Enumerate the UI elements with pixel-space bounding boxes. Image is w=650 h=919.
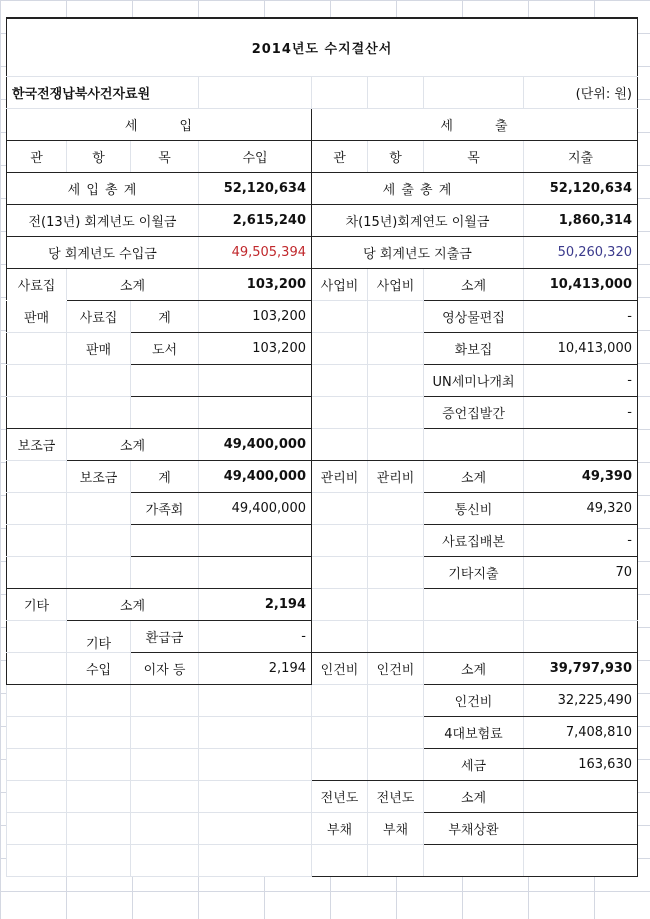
income-g2-subtotal-label: 소계 [67, 428, 199, 460]
expense-g4-hang-1: 전년도 [368, 780, 424, 812]
income-g2-subtotal: 49,400,000 [199, 428, 312, 460]
expense-g1-mok-3: UN세미나개최 [424, 364, 524, 396]
expense-g1-mok-4: 증언집발간 [424, 396, 524, 428]
expense-g2-mok-3: 기타지출 [424, 556, 524, 588]
income-current: 49,505,394 [199, 236, 312, 268]
expense-g2-subtotal: 49,390 [524, 460, 638, 492]
income-carry-label: 전(13년) 회계년도 이월금 [7, 204, 199, 236]
expense-g1-gwan: 사업비 [312, 268, 368, 300]
expense-g2-gwan: 관리비 [312, 460, 368, 492]
expense-g3-amount-2: 7,408,810 [524, 716, 638, 748]
income-col-amount: 수입 [199, 140, 312, 172]
income-g2-mok-1: 계 [131, 460, 199, 492]
income-col-mok: 목 [131, 140, 199, 172]
expense-g3-gwan: 인건비 [312, 652, 368, 684]
expense-total: 52,120,634 [524, 172, 638, 204]
income-g1-mok-2: 도서 [131, 332, 199, 364]
income-g3-subtotal: 2,194 [199, 588, 312, 620]
expense-g2-amount-2: - [524, 524, 638, 556]
expense-g4-gwan-1: 전년도 [312, 780, 368, 812]
expense-g3-amount-3: 163,630 [524, 748, 638, 780]
expense-g1-hang: 사업비 [368, 268, 424, 300]
expense-current-label: 당 회계년도 지출금 [312, 236, 524, 268]
income-col-hang: 항 [67, 140, 131, 172]
income-carry: 2,615,240 [199, 204, 312, 236]
income-g1-hang-1: 사료집 [67, 300, 131, 332]
expense-col-gwan: 관 [312, 140, 368, 172]
income-g1-amount-2: 103,200 [199, 332, 312, 364]
income-g2-hang: 보조금 [67, 460, 131, 492]
income-g2-gwan: 보조금 [7, 428, 67, 460]
expense-g2-mok-1: 통신비 [424, 492, 524, 524]
income-g1-subtotal: 103,200 [199, 268, 312, 300]
unit-label: (단위: 원) [524, 76, 638, 108]
income-g3-mok-1: 환급금 [131, 620, 199, 652]
income-g1-gwan-2: 판매 [7, 300, 67, 332]
expense-g3-mok-2: 4대보험료 [424, 716, 524, 748]
income-g1-amount-1: 103,200 [199, 300, 312, 332]
expense-g4-subtotal-label: 소계 [424, 780, 524, 812]
income-g1-hang-2: 판매 [67, 332, 131, 364]
expense-g1-subtotal-label: 소계 [424, 268, 524, 300]
expense-col-hang: 항 [368, 140, 424, 172]
expense-g3-mok-3: 세금 [424, 748, 524, 780]
income-g3-mok-2: 이자 등 [131, 652, 199, 684]
income-total: 52,120,634 [199, 172, 312, 204]
expense-g3-subtotal-label: 소계 [424, 652, 524, 684]
expense-carry-label: 차(15년)회계연도 이월금 [312, 204, 524, 236]
org-name: 한국전쟁납북사건자료원 [7, 76, 199, 108]
income-g2-mok-2: 가족회 [131, 492, 199, 524]
expense-total-label: 세 출 총 계 [312, 172, 524, 204]
income-g3-hang-1: 기타 [67, 620, 131, 652]
expense-g2-amount-3: 70 [524, 556, 638, 588]
expense-col-amount: 지출 [524, 140, 638, 172]
expense-carry: 1,860,314 [524, 204, 638, 236]
expense-g1-mok-1: 영상물편집 [424, 300, 524, 332]
income-g2-amount-1: 49,400,000 [199, 460, 312, 492]
expense-current: 50,260,320 [524, 236, 638, 268]
expense-g4-item: 부채상환 [424, 812, 524, 844]
expense-header: 세 출 [312, 108, 638, 140]
expense-g3-hang: 인건비 [368, 652, 424, 684]
income-g1-gwan-1: 사료집 [7, 268, 67, 300]
expense-g1-subtotal: 10,413,000 [524, 268, 638, 300]
expense-g2-hang: 관리비 [368, 460, 424, 492]
expense-g3-mok-1: 인건비 [424, 684, 524, 716]
income-col-gwan: 관 [7, 140, 67, 172]
income-g2-amount-2: 49,400,000 [199, 492, 312, 524]
income-g3-amount-1: - [199, 620, 312, 652]
income-g3-amount-2: 2,194 [199, 652, 312, 684]
settlement-table [6, 17, 638, 877]
income-current-label: 당 회계년도 수입금 [7, 236, 199, 268]
expense-g4-gwan-2: 부채 [312, 812, 368, 844]
page-title: 2014년도 수지결산서 [7, 18, 638, 76]
income-g1-mok-1: 계 [131, 300, 199, 332]
expense-g3-subtotal: 39,797,930 [524, 652, 638, 684]
income-g3-gwan: 기타 [7, 588, 67, 620]
expense-col-mok: 목 [424, 140, 524, 172]
expense-g2-subtotal-label: 소계 [424, 460, 524, 492]
expense-g1-amount-3: - [524, 364, 638, 396]
income-header: 세 입 [7, 108, 312, 140]
expense-g1-amount-4: - [524, 396, 638, 428]
expense-g4-hang-2: 부채 [368, 812, 424, 844]
expense-g2-mok-2: 사료집배본 [424, 524, 524, 556]
income-g3-subtotal-label: 소계 [67, 588, 199, 620]
income-total-label: 세 입 총 계 [7, 172, 199, 204]
expense-g1-amount-2: 10,413,000 [524, 332, 638, 364]
expense-g2-amount-1: 49,320 [524, 492, 638, 524]
income-g1-subtotal-label: 소계 [67, 268, 199, 300]
expense-g1-mok-2: 화보집 [424, 332, 524, 364]
income-g3-hang-2: 수입 [67, 652, 131, 684]
expense-g1-amount-1: - [524, 300, 638, 332]
expense-g3-amount-1: 32,225,490 [524, 684, 638, 716]
